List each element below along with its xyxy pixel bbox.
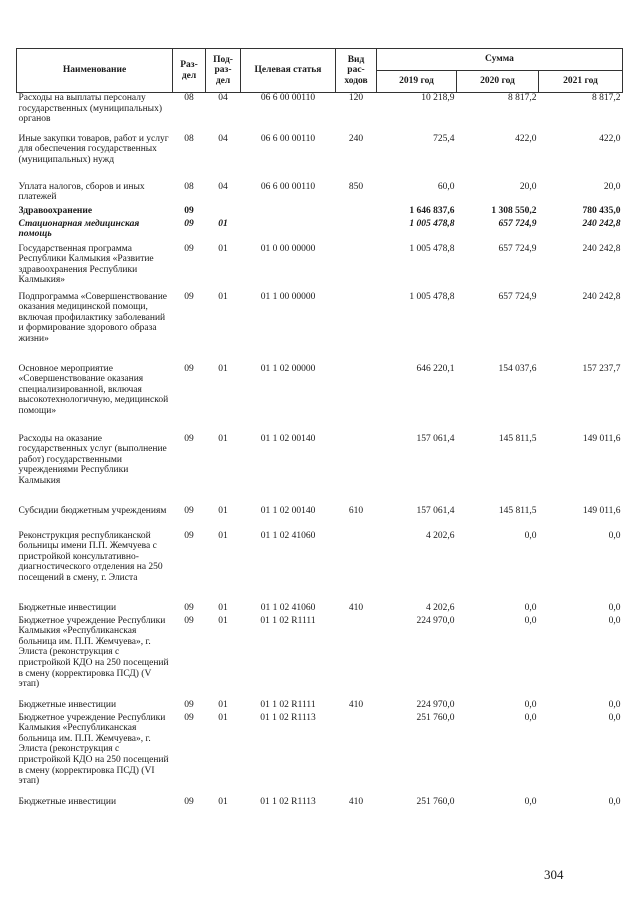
row-sum-2019: 646 220,1 (416, 363, 455, 374)
row-sum-2019: 1 005 478,8 (409, 243, 455, 254)
header-summa: Сумма (377, 49, 623, 71)
row-sum-2021: 20,0 (603, 181, 621, 192)
row-sum-2020: 1 308 550,2 (491, 205, 537, 216)
row-vid: 410 (348, 699, 364, 710)
row-sum-2021: 240 242,8 (582, 291, 621, 302)
table-row (17, 700, 623, 713)
row-podrazdel: 01 (218, 530, 228, 541)
row-sum-2021: 157 237,7 (582, 363, 621, 374)
row-sum-2019: 725,4 (433, 133, 455, 144)
row-razdel: 09 (184, 699, 194, 710)
row-tselevaya: 01 1 02 R1111 (260, 615, 316, 626)
row-tselevaya: 06 6 00 00110 (260, 133, 316, 144)
row-tselevaya: 01 1 02 R1113 (260, 712, 316, 723)
row-vid (336, 713, 377, 797)
row-razdel: 09 (184, 363, 194, 374)
row-sum-2020: 0,0 (524, 712, 537, 723)
table-row (17, 603, 623, 616)
row-tselevaya: 01 1 00 00000 (260, 291, 316, 302)
table-row (17, 134, 623, 182)
header-vid-rashodov: Вид рас-ходов (336, 49, 377, 93)
row-sum-2021: 0,0 (608, 699, 621, 710)
row-sum-2020: 657 724,9 (498, 243, 537, 254)
row-sum-2021: 0,0 (608, 712, 621, 723)
row-name: Государственная программа Республики Калмыкия «Развитие здравоохранения Республики Калмыкия» (18, 243, 154, 286)
header-name: Наименование (17, 49, 173, 93)
row-sum-2020: 145 811,5 (498, 505, 537, 516)
row-razdel: 08 (184, 133, 194, 144)
row-vid (336, 364, 377, 434)
row-tselevaya: 01 1 02 00000 (260, 363, 316, 374)
table-row (17, 93, 623, 134)
row-tselevaya: 01 1 02 41060 (260, 530, 316, 541)
row-sum-2019: 157 061,4 (416, 433, 455, 444)
row-podrazdel: 01 (218, 433, 228, 444)
row-tselevaya: 01 1 02 R1111 (260, 699, 316, 710)
table-row (17, 531, 623, 603)
row-vid (336, 616, 377, 700)
page-number: 304 (544, 867, 564, 882)
table-row (17, 206, 623, 219)
row-sum-2019: 251 760,0 (416, 796, 455, 807)
row-sum-2021: 240 242,8 (582, 243, 621, 254)
row-sum-2021: 8 817,2 (592, 93, 621, 103)
table-row (17, 713, 623, 797)
row-sum-2019: 60,0 (437, 181, 455, 192)
row-tselevaya: 01 1 02 41060 (260, 602, 316, 613)
row-vid (336, 292, 377, 364)
row-sum-2021: 422,0 (599, 133, 621, 144)
row-sum-2020: 0,0 (524, 615, 537, 626)
row-razdel: 09 (184, 530, 194, 541)
row-vid: 610 (348, 505, 364, 516)
row-podrazdel: 01 (218, 291, 228, 302)
row-podrazdel: 01 (218, 796, 228, 807)
row-sum-2020: 145 811,5 (498, 433, 537, 444)
row-vid: 410 (348, 796, 364, 807)
row-sum-2020: 657 724,9 (498, 218, 537, 229)
row-name: Здравоохранение (18, 205, 93, 216)
row-podrazdel: 01 (218, 363, 228, 374)
row-sum-2020: 20,0 (519, 181, 537, 192)
budget-table (16, 48, 623, 811)
table-row (17, 434, 623, 506)
row-podrazdel: 01 (218, 615, 228, 626)
row-vid (336, 531, 377, 603)
row-podrazdel: 01 (218, 505, 228, 516)
row-name: Субсидии бюджетным учреждениям (18, 505, 167, 516)
row-tselevaya: 01 0 00 00000 (260, 243, 316, 254)
row-sum-2021: 0,0 (608, 615, 621, 626)
row-sum-2021: 0,0 (608, 602, 621, 613)
row-name: Уплата налогов, сборов и иных платежей (18, 181, 145, 203)
row-sum-2019: 4 202,6 (426, 602, 455, 613)
row-sum-2019: 251 760,0 (416, 712, 455, 723)
row-podrazdel: 01 (218, 602, 228, 613)
row-name: Бюджетное учреждение Республики Калмыкия «Республиканская больница им. П.П. Жемчуева», г. Элиста (реконструкция с пристройкой КДО на 250 посещений в смену (корректировка ПСД) (V этап) (18, 615, 169, 690)
row-sum-2020: 657 724,9 (498, 291, 537, 302)
row-sum-2021: 0,0 (608, 530, 621, 541)
row-podrazdel: 04 (218, 133, 228, 144)
table-row (17, 506, 623, 531)
table-row (17, 797, 623, 811)
row-name: Подпрограмма «Совершенствование оказания медицинской помощи, включая профилактику заболеваний и формирование здорового образа жизни» (18, 291, 168, 344)
header-podrazdel: Под-раз-дел (206, 49, 241, 93)
header-year-2021: 2021 год (539, 71, 623, 93)
row-vid: 120 (348, 93, 364, 103)
row-sum-2020: 0,0 (524, 530, 537, 541)
row-vid: 240 (348, 133, 364, 144)
header-tselevaya-statya: Целевая статья (241, 49, 336, 93)
row-vid (336, 206, 377, 219)
row-vid (336, 244, 377, 292)
row-tselevaya: 01 1 02 R1113 (260, 796, 316, 807)
row-name: Бюджетное учреждение Республики Калмыкия «Республиканская больница им. П.П. Жемчуева», г. Элиста (реконструкция с пристройкой КДО на 250 посещений в смену (корректировка ПСД) (VI этап) (18, 712, 169, 787)
row-sum-2021: 780 435,0 (582, 205, 621, 216)
row-name: Расходы на выплаты персоналу государственных (муниципальных) органов (18, 93, 162, 125)
table-row (17, 182, 623, 206)
row-tselevaya: 06 6 00 00110 (260, 93, 316, 103)
row-razdel: 08 (184, 93, 194, 103)
row-tselevaya: 01 1 02 00140 (260, 433, 316, 444)
row-podrazdel: 04 (218, 181, 228, 192)
row-sum-2019: 10 218,9 (421, 93, 455, 103)
row-razdel: 09 (184, 505, 194, 516)
row-sum-2019: 1 646 837,6 (409, 205, 455, 216)
row-sum-2021: 240 242,8 (582, 218, 621, 229)
row-name: Иные закупки товаров, работ и услуг для обеспечения государственных (муниципальных) нужд (18, 133, 169, 165)
row-sum-2020: 154 037,6 (498, 363, 537, 374)
row-name: Реконструкция республиканской больницы имени П.П. Жемчуева с пристройкой консультативно-диагностического отделения на 250 посещений в смену, г. Элиста (18, 530, 163, 583)
row-razdel: 09 (184, 243, 194, 254)
row-name: Бюджетные инвестиции (18, 699, 117, 710)
row-sum-2021: 149 011,6 (582, 433, 621, 444)
header-razdel: Раз-дел (173, 49, 206, 93)
row-sum-2019: 224 970,0 (416, 699, 455, 710)
row-sum-2021: 149 011,6 (582, 505, 621, 516)
row-razdel: 09 (184, 796, 194, 807)
row-name: Основное мероприятие «Совершенствование оказания специализированной, включая высокотехнологичную, медицинской помощи» (18, 363, 169, 416)
table-row (17, 244, 623, 292)
row-podrazdel: 01 (218, 218, 228, 229)
row-podrazdel (206, 206, 241, 219)
row-podrazdel: 01 (218, 712, 228, 723)
row-name: Бюджетные инвестиции (18, 602, 117, 613)
row-sum-2019: 224 970,0 (416, 615, 455, 626)
table-row (17, 616, 623, 700)
row-razdel: 09 (184, 205, 194, 216)
row-vid: 850 (348, 181, 364, 192)
table-row (17, 219, 623, 244)
row-vid (336, 219, 377, 244)
table-row (17, 292, 623, 364)
row-razdel: 09 (184, 291, 194, 302)
row-name: Стационарная медицинская помощь (18, 218, 140, 240)
row-sum-2020: 0,0 (524, 796, 537, 807)
row-name: Бюджетные инвестиции (18, 796, 117, 807)
row-sum-2019: 4 202,6 (426, 530, 455, 541)
row-tselevaya (241, 219, 336, 244)
row-razdel: 09 (184, 218, 194, 229)
row-tselevaya: 06 6 00 00110 (260, 181, 316, 192)
row-podrazdel: 01 (218, 699, 228, 710)
row-sum-2019: 157 061,4 (416, 505, 455, 516)
row-tselevaya: 01 1 02 00140 (260, 505, 316, 516)
header-year-2020: 2020 год (457, 71, 539, 93)
row-razdel: 09 (184, 712, 194, 723)
row-tselevaya (241, 206, 336, 219)
row-sum-2020: 0,0 (524, 602, 537, 613)
row-vid (336, 434, 377, 506)
row-sum-2021: 0,0 (608, 796, 621, 807)
row-sum-2020: 422,0 (515, 133, 537, 144)
row-sum-2019: 1 005 478,8 (409, 291, 455, 302)
row-podrazdel: 04 (218, 93, 228, 103)
row-name: Расходы на оказание государственных услуг (выполнение работ) государственными учреждениями Республики Калмыкия (18, 433, 167, 486)
row-razdel: 09 (184, 433, 194, 444)
row-razdel: 08 (184, 181, 194, 192)
header-year-2019: 2019 год (377, 71, 457, 93)
row-vid: 410 (348, 602, 364, 613)
row-razdel: 09 (184, 602, 194, 613)
row-sum-2020: 8 817,2 (508, 93, 537, 103)
row-podrazdel: 01 (218, 243, 228, 254)
row-razdel: 09 (184, 615, 194, 626)
row-sum-2020: 0,0 (524, 699, 537, 710)
row-sum-2019: 1 005 478,8 (409, 218, 455, 229)
table-row (17, 364, 623, 434)
